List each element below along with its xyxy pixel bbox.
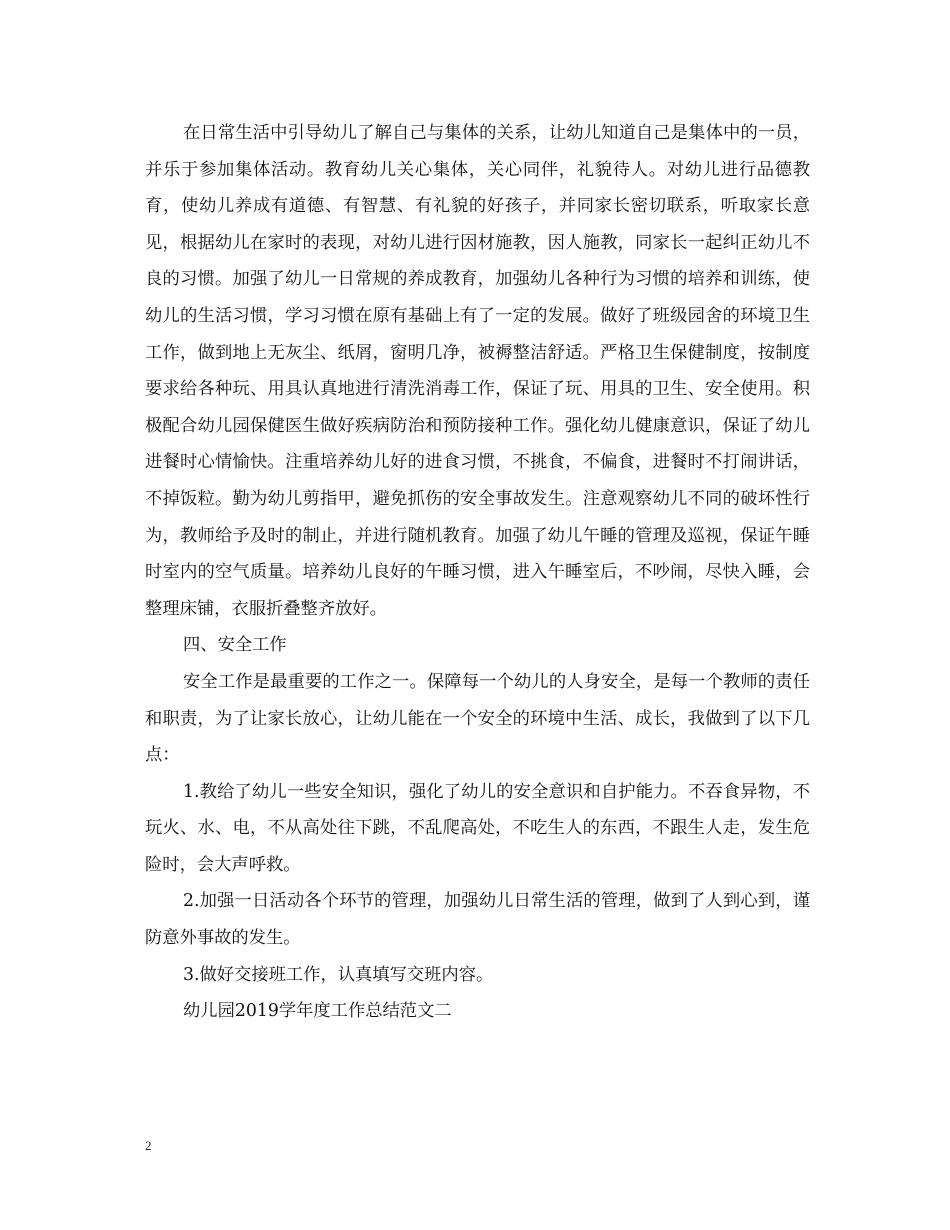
page-number: 2 xyxy=(145,1138,152,1153)
document-body xyxy=(145,115,810,1030)
paragraph-daily-life-education: 在日常生活中引导幼儿了解自己与集体的关系，让幼儿知道自己是集体中的一员，并乐于参加集体活动。教育幼儿关心集体，关心同伴，礼貌待人。对幼儿进行品德教育，使幼儿养成有道德、有智慧、有礼貌的好孩子，并同家长密切联系，听取家长意见，根据幼儿在家时的表现，对幼儿进行因材施教，因人施教，同家长一起纠正幼儿不良的习惯。加强了幼儿一日常规的养成教育，加强幼儿各种行为习惯的培养和训练，使幼儿的生活习惯，学习习惯在原有基础上有了一定的发展。做好了班级园舍的环境卫生工作，做到地上无灰尘、纸屑，窗明几净，被褥整洁舒适。严格卫生保健制度，按制度要求给各种玩、用具认真地进行清洗消毒工作，保证了玩、用具的卫生、安全使用。积极配合幼儿园保健医生做好疾病防治和预防接种工作。强化幼儿健康意识，保证了幼儿进餐时心情愉快。注重培养幼儿好的进食习惯，不挑食，不偏食，进餐时不打闹讲话，不掉饭粒。勤为幼儿剪指甲，避免抓伤的安全事故发生。注意观察幼儿不同的破坏性行为，教师给予及时的制止，并进行随机教育。加强了幼儿午睡的管理及巡视，保证午睡时室内的空气质量。培养幼儿良好的午睡习惯，进入午睡室后，不吵闹，尽快入睡，会整理床铺，衣服折叠整齐放好。 xyxy=(145,123,810,619)
list-item-3: 3.做好交接班工作，认真填写交班内容。 xyxy=(183,964,494,985)
list-item-1: 1.教给了幼儿一些安全知识，强化了幼儿的安全意识和自护能力。不吞食异物，不玩火、水、电，不从高处往下跳，不乱爬高处，不吃生人的东西，不跟生人走，发生危险时，会大声呼救。 xyxy=(145,781,810,875)
list-item-2: 2.加强一日活动各个环节的管理，加强幼儿日常生活的管理，做到了人到心到，谨防意外事故的发生。 xyxy=(145,891,810,949)
paragraph-safety-intro: 安全工作是最重要的工作之一。保障每一个幼儿的人身安全，是每一个教师的责任和职责，为了让家长放心，让幼儿能在一个安全的环境中生活、成长，我做到了以下几点： xyxy=(145,671,810,766)
next-article-title: 幼儿园2019学年度工作总结范文二 xyxy=(183,1001,452,1022)
section-heading-safety: 四、安全工作 xyxy=(183,635,287,656)
